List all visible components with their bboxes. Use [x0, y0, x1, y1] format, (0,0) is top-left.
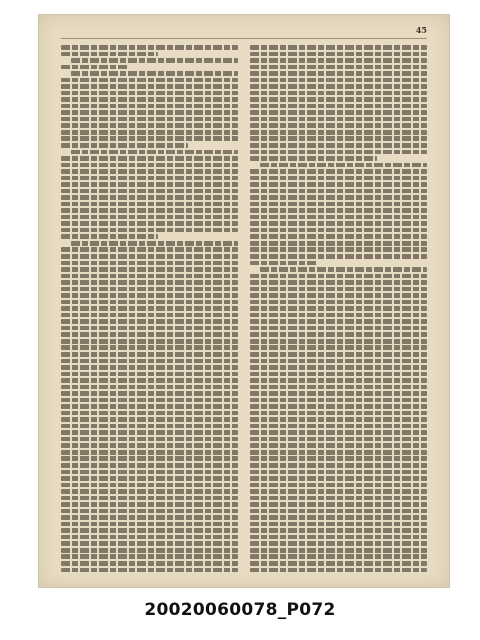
text-line [250, 352, 427, 357]
text-line [61, 417, 238, 422]
text-line [250, 169, 427, 174]
text-line [250, 143, 427, 148]
text-line [250, 104, 427, 109]
text-line [61, 267, 238, 272]
text-line [250, 528, 427, 533]
text-line [61, 215, 238, 220]
text-line [61, 372, 238, 377]
text-line [250, 326, 427, 331]
text-line [250, 417, 427, 422]
text-line [250, 456, 427, 461]
text-line [250, 110, 427, 115]
text-line [250, 359, 427, 364]
text-line [250, 117, 427, 122]
text-line [61, 110, 238, 115]
text-line [250, 52, 427, 57]
text-line [61, 247, 238, 252]
text-line [250, 476, 427, 481]
text-line [61, 411, 238, 416]
text-line [250, 339, 427, 344]
text-line [250, 182, 427, 187]
text-line [61, 378, 238, 383]
text-line [61, 293, 238, 298]
text-line [250, 221, 427, 226]
text-line [61, 319, 238, 324]
text-line [71, 71, 238, 76]
text-line [61, 189, 238, 194]
text-line [260, 267, 427, 272]
text-line [61, 123, 238, 128]
text-line [250, 215, 427, 220]
text-line [61, 176, 238, 181]
text-line [61, 91, 238, 96]
text-line [250, 241, 427, 246]
text-line [61, 424, 238, 429]
page-number: 45 [415, 25, 427, 35]
text-line [61, 280, 238, 285]
text-line [61, 78, 238, 83]
text-line [61, 470, 238, 475]
text-line [250, 404, 427, 409]
text-line [61, 202, 238, 207]
text-line [61, 463, 238, 468]
text-line [250, 156, 377, 161]
text-line [250, 71, 427, 76]
text-line [250, 261, 317, 266]
text-line [250, 391, 427, 396]
text-line [61, 554, 238, 559]
text-line [61, 430, 238, 435]
text-line [61, 306, 238, 311]
text-line [250, 548, 427, 553]
text-line [61, 502, 238, 507]
text-line [61, 561, 238, 566]
text-line [71, 241, 238, 246]
text-line [61, 97, 238, 102]
text-line [61, 52, 158, 57]
text-line [250, 136, 427, 141]
text-line [61, 391, 238, 396]
text-line [250, 411, 427, 416]
text-line [61, 398, 238, 403]
text-line [61, 332, 238, 337]
text-line [61, 300, 238, 305]
text-line [250, 437, 427, 442]
text-line [71, 150, 238, 155]
text-line [71, 58, 238, 63]
text-line [250, 189, 427, 194]
text-line [61, 476, 238, 481]
text-line [61, 169, 238, 174]
text-line [61, 261, 238, 266]
text-line [250, 522, 427, 527]
text-line [61, 489, 238, 494]
text-line [61, 528, 238, 533]
text-line [250, 293, 427, 298]
text-line [61, 84, 238, 89]
text-line [61, 117, 238, 122]
text-line [61, 522, 238, 527]
text-line [61, 130, 238, 135]
text-line [250, 509, 427, 514]
text-line [61, 385, 238, 390]
image-id-label: 20020060078_P072 [144, 600, 336, 620]
text-line [250, 443, 427, 448]
text-line [61, 254, 238, 259]
text-line [250, 84, 427, 89]
text-line [250, 554, 427, 559]
text-line [61, 136, 238, 141]
text-line [250, 150, 427, 155]
text-line [250, 424, 427, 429]
text-line [250, 228, 427, 233]
text-line [61, 509, 238, 514]
book-page [38, 14, 450, 588]
text-line [250, 58, 427, 63]
text-line [250, 541, 427, 546]
text-line [250, 319, 427, 324]
text-line [61, 541, 238, 546]
text-line [250, 65, 427, 70]
text-line [250, 535, 427, 540]
text-line [61, 568, 238, 573]
text-line [250, 332, 427, 337]
text-line [61, 195, 238, 200]
right-column [250, 45, 427, 573]
text-line [61, 535, 238, 540]
text-line [250, 430, 427, 435]
text-line [250, 280, 427, 285]
text-line [250, 568, 427, 573]
text-line [61, 182, 238, 187]
text-line [61, 274, 238, 279]
text-line [250, 502, 427, 507]
text-line [61, 163, 238, 168]
text-line [250, 470, 427, 475]
text-line [250, 489, 427, 494]
text-line [61, 365, 238, 370]
text-line [250, 483, 427, 488]
text-line [250, 463, 427, 468]
text-line [61, 437, 238, 442]
text-line [250, 254, 427, 259]
text-line [61, 104, 238, 109]
text-line [61, 359, 238, 364]
text-line [250, 306, 427, 311]
text-line [250, 176, 427, 181]
text-line [61, 456, 238, 461]
text-line [250, 365, 427, 370]
text-line [250, 91, 427, 96]
text-line [61, 156, 238, 161]
text-line [250, 130, 427, 135]
text-line [61, 496, 238, 501]
text-line [61, 443, 238, 448]
text-line [61, 208, 238, 213]
text-line [61, 515, 238, 520]
text-line [61, 345, 238, 350]
text-line [250, 123, 427, 128]
text-line [61, 339, 238, 344]
text-line [61, 352, 238, 357]
text-line [250, 496, 427, 501]
text-line [250, 247, 427, 252]
text-line [250, 313, 427, 318]
text-line [250, 300, 427, 305]
text-line [250, 234, 427, 239]
text-line [250, 378, 427, 383]
text-line [250, 372, 427, 377]
text-line [61, 483, 238, 488]
text-line [250, 561, 427, 566]
text-line [250, 345, 427, 350]
text-line [250, 208, 427, 213]
text-line [61, 326, 238, 331]
text-line [61, 234, 158, 239]
text-line [61, 45, 238, 50]
text-line [61, 404, 238, 409]
text-line [250, 398, 427, 403]
text-line [61, 287, 238, 292]
text-line [250, 195, 427, 200]
text-line [61, 221, 238, 226]
text-line [260, 163, 427, 168]
text-line [250, 78, 427, 83]
text-line [61, 143, 188, 148]
text-line [61, 228, 238, 233]
text-line [250, 202, 427, 207]
text-line [250, 274, 427, 279]
text-line [250, 45, 427, 50]
text-line [61, 450, 238, 455]
text-line [61, 548, 238, 553]
text-columns [61, 45, 427, 573]
text-line [250, 450, 427, 455]
text-line [250, 515, 427, 520]
running-head [61, 25, 427, 39]
text-line [250, 287, 427, 292]
text-line [61, 65, 128, 70]
text-line [61, 313, 238, 318]
text-line [250, 385, 427, 390]
left-column [61, 45, 238, 573]
text-line [250, 97, 427, 102]
